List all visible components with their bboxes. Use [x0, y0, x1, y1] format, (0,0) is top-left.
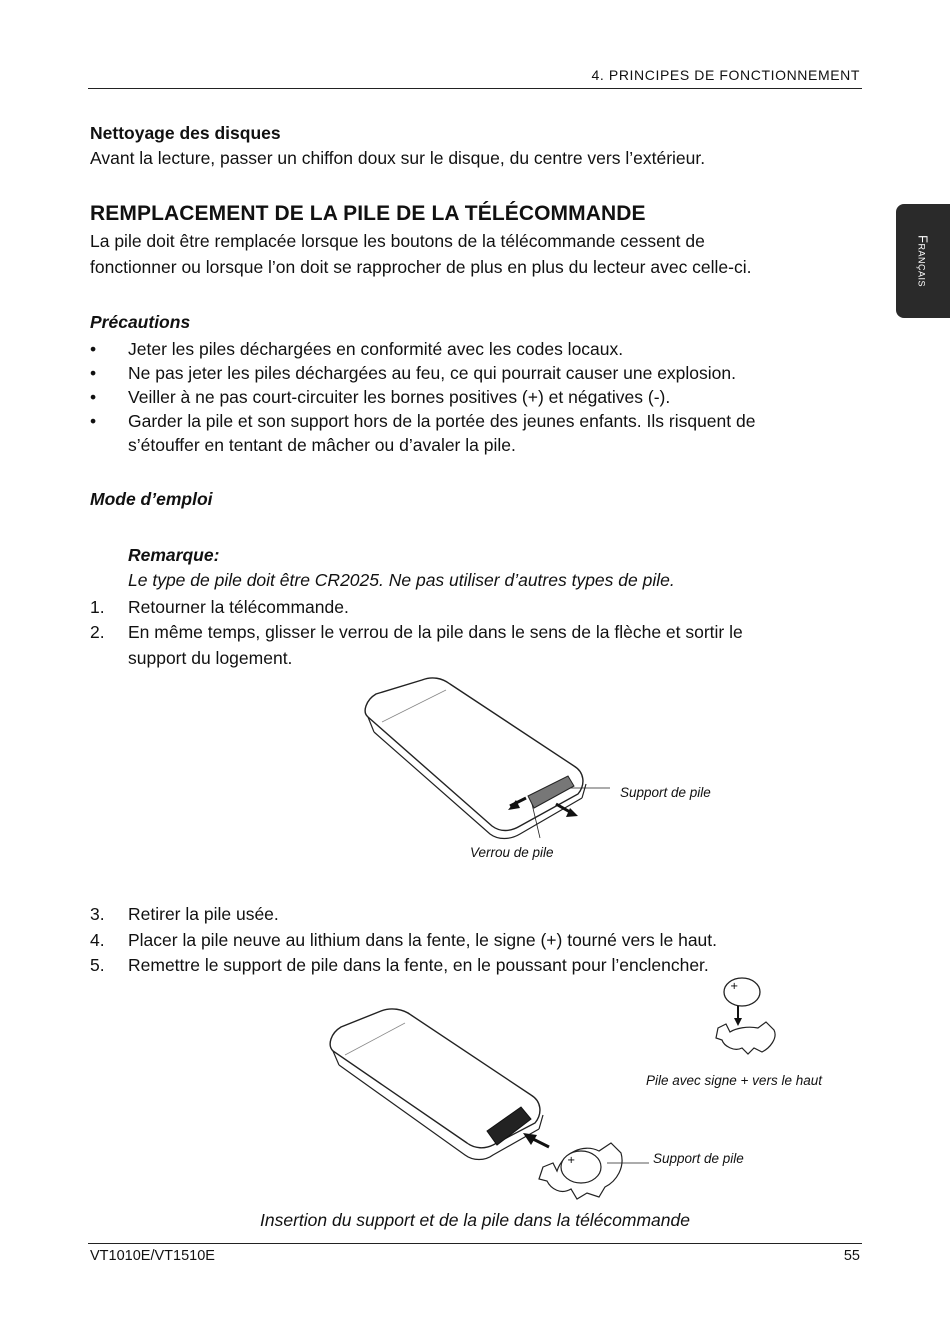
- step-text: Placer la pile neuve au lithium dans la fente, le signe (+) tourné vers le haut.: [128, 930, 718, 950]
- precautions-title: Précautions: [90, 312, 191, 332]
- step-text: Retourner la télécommande.: [128, 597, 349, 617]
- usage-title: Mode d’emploi: [90, 489, 213, 509]
- step-number: 3.: [90, 904, 105, 924]
- svg-text:+: +: [567, 1155, 576, 1166]
- step-number: 2.: [90, 622, 105, 642]
- step-number: 1.: [90, 597, 105, 617]
- bullet: •: [90, 363, 97, 383]
- label-battery-lock: Verrou de pile: [470, 845, 554, 860]
- precaution-text: Garder la pile et son support hors de la portée des jeunes enfants. Ils risquent de: [128, 411, 756, 431]
- running-header: 4. PRINCIPES DE FONCTIONNEMENT: [591, 67, 860, 83]
- precaution-text: Jeter les piles déchargées en conformité avec les codes locaux.: [128, 339, 624, 359]
- precaution-text-continued: s’étouffer en tentant de mâcher ou d’avaler la pile.: [128, 435, 516, 455]
- precaution-text: Veiller à ne pas court-circuiter les bornes positives (+) et négatives (-).: [128, 387, 671, 407]
- label-battery-support: Support de pile: [620, 785, 711, 800]
- language-tab-label: Français: [915, 235, 931, 287]
- svg-text:+: +: [730, 981, 739, 992]
- remote-figure-1: [360, 672, 620, 842]
- bullet: •: [90, 387, 97, 407]
- cleaning-text: Avant la lecture, passer un chiffon doux sur le disque, du centre vers l’extérieur.: [90, 148, 706, 168]
- step-number: 5.: [90, 955, 105, 975]
- bullet: •: [90, 339, 97, 359]
- label-battery-up: Pile avec signe + vers le haut: [646, 1073, 822, 1088]
- label-holder-2: Support de pile: [653, 1151, 744, 1166]
- header-rule: [88, 88, 862, 89]
- footer-model: VT1010E/VT1510E: [90, 1248, 215, 1264]
- step-text: En même temps, glisser le verrou de la pile dans le sens de la flèche et sortir le: [128, 622, 743, 642]
- language-tab: [896, 204, 950, 318]
- precaution-text: Ne pas jeter les piles déchargées au feu, ce qui pourrait causer une explosion.: [128, 363, 737, 383]
- battery-holder-icon: [716, 1022, 775, 1054]
- battery-intro-line2: fonctionner ou lorsque l’on doit se rapprocher de plus en plus du lecteur avec celle-ci.: [90, 257, 752, 277]
- battery-into-holder-figure: [708, 972, 788, 1062]
- note-title: Remarque:: [128, 545, 220, 565]
- bullet: •: [90, 411, 97, 431]
- step-number: 4.: [90, 930, 105, 950]
- step-text: Retirer la pile usée.: [128, 904, 279, 924]
- step-text: Remettre le support de pile dans la fente, en le poussant pour l’enclencher.: [128, 955, 709, 975]
- page-number: 55: [843, 1248, 860, 1264]
- remote-figure-2: [325, 1003, 655, 1208]
- battery-intro-line1: La pile doit être remplacée lorsque les boutons de la télécommande cessent de: [90, 231, 705, 251]
- down-arrow-icon: [734, 1018, 742, 1026]
- cleaning-title: Nettoyage des disques: [90, 123, 281, 143]
- step-text-continued: support du logement.: [128, 648, 293, 668]
- note-text: Le type de pile doit être CR2025. Ne pas utiliser d’autres types de pile.: [128, 570, 675, 590]
- footer-rule: [88, 1243, 862, 1244]
- figure-caption: Insertion du support et de la pile dans la télécommande: [260, 1210, 690, 1230]
- battery-title: REMPLACEMENT DE LA PILE DE LA TÉLÉCOMMANDE: [90, 202, 646, 225]
